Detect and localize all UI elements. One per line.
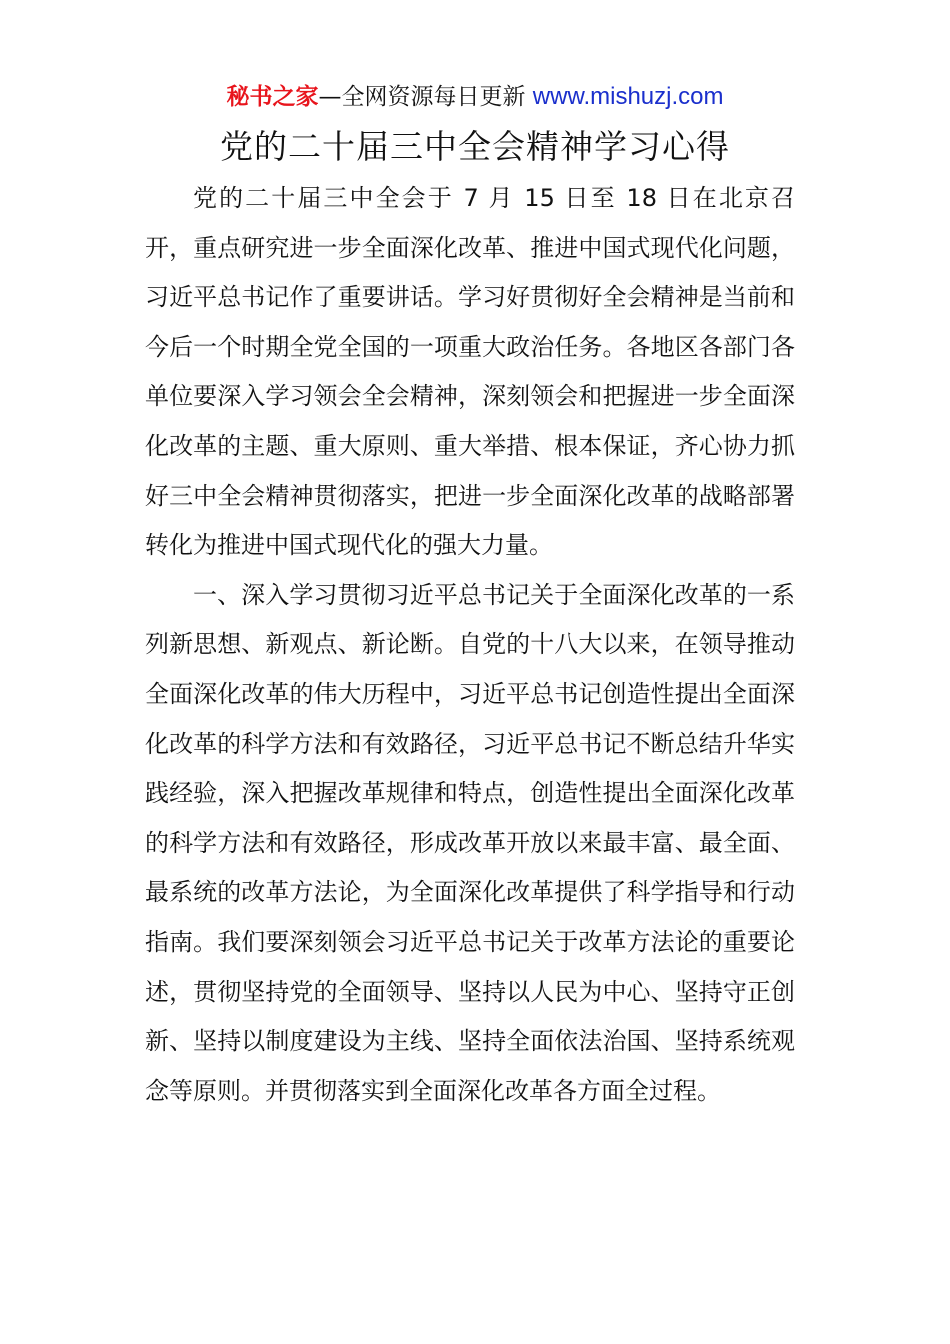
document-title: 党的二十届三中全会精神学习心得 xyxy=(220,127,730,166)
site-header xyxy=(0,80,950,114)
body-paragraph-section-one: 一、深入学习贯彻习近平总书记关于全面深化改革的一系列新思想、新观点、新论断。自党的十八大以来，在领导推动全面深化改革的伟大历程中，习近平总书记创造性提出全面深化改革的科学方法和有效路径，习近平总书记不断总结升华实践经验，深入把握改革规律和特点，创造性提出全面深化改革的科学方法和有效路径，形成改革开放以来最丰富、最全面、最系统的改革方法论，为全面深化改革提供了科学指导和行动指南。我们要深刻领会习近平总书记关于改革方法论的重要论述，贯彻坚持党的全面领导、坚持以人民为中心、坚持守正创新、坚持以制度建设为主线、坚持全面依法治国、坚持系统观念等原则。并贯彻落实到全面深化改革各方面全过程。 xyxy=(145,580,795,1105)
header-tagline: —全网资源每日更新 xyxy=(318,84,526,110)
brand-name: 秘书之家 xyxy=(226,84,319,110)
site-url-link[interactable]: www.mishuzj.com xyxy=(532,83,724,110)
document-body xyxy=(145,174,795,1116)
body-paragraph-intro: 党的二十届三中全会于 7 月 15 日至 18 日在北京召开，重点研究进一步全面深化改革、推进中国式现代化问题，习近平总书记作了重要讲话。学习好贯彻好全会精神是当前和今后一个时期全党全国的一项重大政治任务。各地区各部门各单位要深入学习领会全会精神，深刻领会和把握进一步全面深化改革的主题、重大原则、重大举措、根本保证，齐心协力抓好三中全会精神贯彻落实，把进一步全面深化改革的战略部署转化为推进中国式现代化的强大力量。 xyxy=(145,184,795,560)
